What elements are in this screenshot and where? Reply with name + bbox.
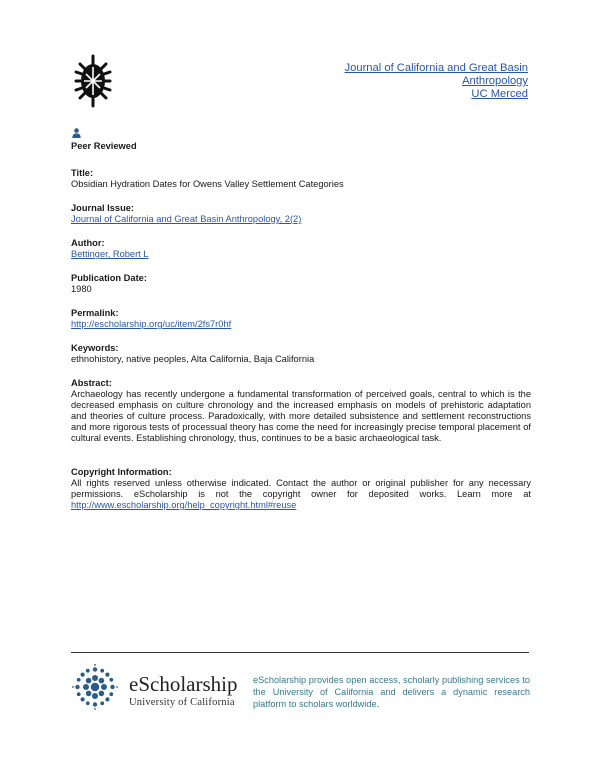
- campus-link[interactable]: UC Merced: [471, 88, 528, 101]
- permalink-section: [71, 308, 531, 330]
- author-section: [71, 238, 531, 260]
- title-section: [71, 168, 531, 190]
- journal-issue-section: [71, 203, 531, 225]
- journal-logo-icon: [72, 52, 114, 110]
- abstract-label: Abstract:: [71, 378, 112, 388]
- journal-issue-link[interactable]: Journal of California and Great Basin Anthropology, 2(2): [71, 214, 302, 224]
- journal-header: [288, 62, 528, 102]
- copyright-text: All rights reserved unless otherwise indicated. Contact the author or original publisher for any necessary permissions. eScholarship is not the copyright owner for deposited works. Learn more at: [71, 478, 531, 499]
- journal-issue-label: Journal Issue:: [71, 203, 135, 213]
- title-label: Title:: [71, 168, 94, 178]
- copyright-text-block: [71, 478, 531, 511]
- title-value: Obsidian Hydration Dates for Owens Valley Settlement Categories: [71, 179, 344, 189]
- person-icon: [72, 128, 81, 138]
- journal-link-line1[interactable]: Journal of California and Great Basin: [344, 62, 528, 74]
- keywords-value: ethnohistory, native peoples, Alta California, Baja California: [71, 354, 315, 364]
- escholarship-description: eScholarship provides open access, scholarly publishing services to the University of California and delivers a dynamic research platform to scholars worldwide.: [253, 675, 530, 709]
- escholarship-logo-icon: [72, 664, 118, 710]
- copyright-section: [71, 467, 531, 511]
- journal-link-line2[interactable]: Anthropology: [462, 75, 528, 88]
- publication-date-value: 1980: [71, 284, 92, 294]
- author-link[interactable]: Bettinger, Robert L: [71, 249, 149, 259]
- peer-reviewed-status: Peer Reviewed: [71, 141, 137, 151]
- keywords-label: Keywords:: [71, 343, 119, 353]
- author-label: Author:: [71, 238, 105, 248]
- escholarship-brand: eScholarship: [129, 672, 238, 696]
- permalink-link[interactable]: http://escholarship.org/uc/item/2fs7r0hf: [71, 319, 232, 329]
- keywords-section: [71, 343, 531, 365]
- footer-divider: [71, 652, 529, 653]
- abstract-text: Archaeology has recently undergone a fundamental transformation of perceived goals, central to which is the decreased emphasis on culture chronology and the increased emphasis on models of prehistoric adaptation and theories of culture process. Paradoxically, with more detailed subsistence and settlement reconstructions and more rigorous tests of processual theory has come the need for increasingly precise temporal placement of cultural events. Establishing chronology, thus, continues to be a basic archaeological task.: [71, 389, 531, 443]
- publication-date-section: [71, 273, 531, 295]
- permalink-label: Permalink:: [71, 308, 119, 318]
- copyright-help-link[interactable]: http://www.escholarship.org/help_copyright.html#reuse: [71, 500, 297, 510]
- abstract-section: [71, 378, 531, 444]
- copyright-label: Copyright Information:: [71, 467, 172, 477]
- publication-date-label: Publication Date:: [71, 273, 147, 283]
- university-name: University of California: [129, 697, 235, 708]
